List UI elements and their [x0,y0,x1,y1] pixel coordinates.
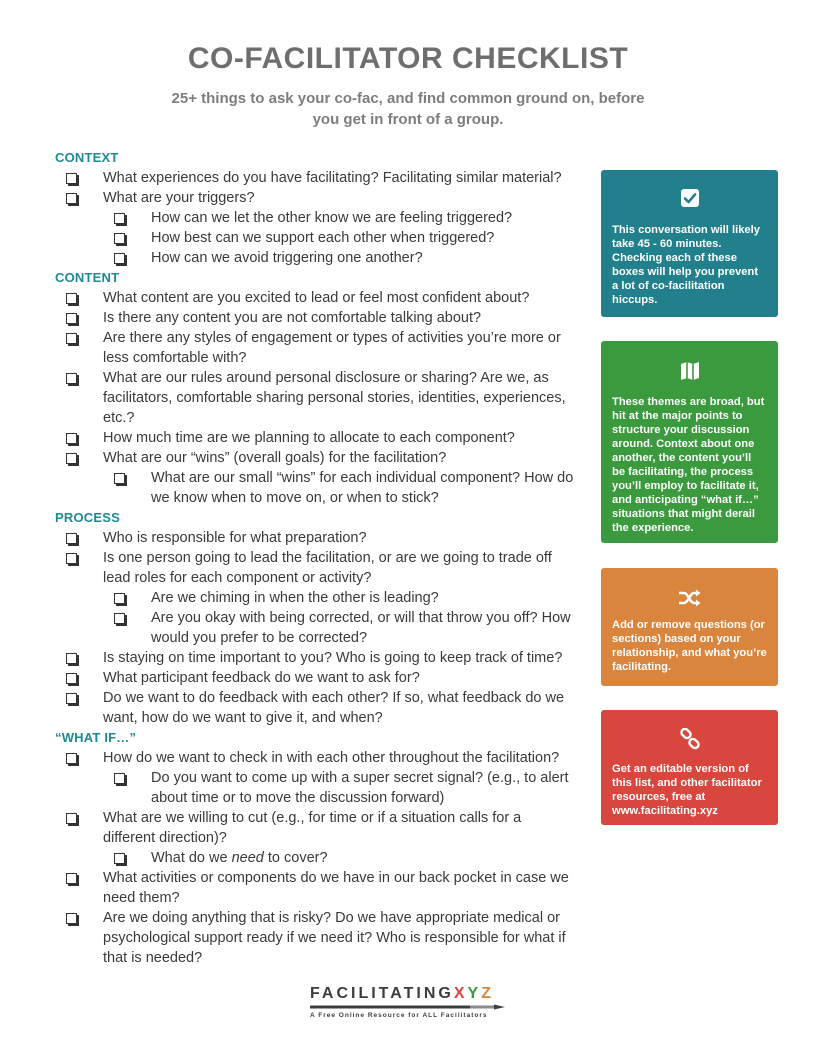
checklist-item [55,528,575,548]
tip-text: Add or remove questions (or sections) based on your relationship, and what you’re facilitating. [612,619,767,673]
checkbox-icon[interactable] [114,613,125,624]
checklist-item [55,668,575,688]
checkbox-icon[interactable] [114,853,125,864]
checkbox-icon[interactable] [66,673,77,684]
page-subtitle: 25+ things to ask your co-fac, and find common ground on, before you get in front of a group. [171,90,645,128]
logo-main: FACILITATING [310,985,454,1002]
checkbox-icon[interactable] [114,773,125,784]
logo-tagline: A Free Online Resource for ALL Facilitators [310,1012,488,1019]
checklist-item [55,368,575,428]
checklist-item-text: What activities or components do we have in our back pocket in case we need them? [103,870,569,906]
checkbox-icon[interactable] [114,253,125,264]
checklist-item-text: Who is responsible for what preparation? [103,530,367,546]
checklist-item-text: Is there any content you are not comfortable talking about? [103,310,482,326]
checkbox-icon[interactable] [66,653,77,664]
checkbox-icon[interactable] [114,593,125,604]
checklist-item [55,248,575,268]
checklist-item-text: Do we want to do feedback with each other? If so, what feedback do we want, how do we want to give it, and when? [103,690,565,726]
checkbox-icon[interactable] [66,913,77,924]
checklist [55,148,575,968]
shuffle-icon [678,588,702,608]
checklist-item [55,428,575,448]
checkbox-icon[interactable] [114,213,125,224]
tip-card-resources [601,710,778,825]
checklist-item-text: Is one person going to lead the facilitation, or are we going to trade off lead roles for each component or activity? [103,550,552,586]
checkbox-icon[interactable] [66,693,77,704]
checklist-item-text: How can we let the other know we are feeling triggered? [151,210,513,226]
link-icon [679,728,701,750]
checkbox-icon[interactable] [114,233,125,244]
logo-wordmark [310,985,510,1003]
checklist-item-text: Are we doing anything that is risky? Do we have appropriate medical or psychological support ready if we need it? Who is responsible for what if that is needed? [103,910,566,966]
checkbox-icon[interactable] [66,533,77,544]
checkbox-icon[interactable] [66,293,77,304]
checklist-item-text: Is staying on time important to you? Who is going to keep track of time? [103,650,563,666]
checklist-item-text: What content are you excited to lead or feel most confident about? [103,290,530,306]
checklist-item [55,588,575,608]
checklist-item [55,328,575,368]
checkbox-icon[interactable] [66,373,77,384]
section-heading: CONTENT [55,270,120,285]
checklist-item [55,168,575,188]
section-heading: CONTEXT [55,150,119,165]
checkbox-icon[interactable] [66,453,77,464]
tip-card-time [601,170,778,317]
checklist-item-text: How do we want to check in with each other throughout the facilitation? [103,750,560,766]
checkbox-icon[interactable] [66,333,77,344]
checklist-item-text: What participant feedback do we want to ask for? [103,670,420,686]
checklist-item-text: How much time are we planning to allocate to each component? [103,430,515,446]
checklist-item-text: What do we need to cover? [151,850,328,866]
checklist-item-text: What are we willing to cut (e.g., for time or if a situation calls for a different direction)? [103,810,522,846]
checklist-item [55,648,575,668]
checkbox-icon[interactable] [66,753,77,764]
checkbox-icon[interactable] [66,873,77,884]
section-heading: PROCESS [55,510,120,525]
tip-text: This conversation will likely take 45 - 60 minutes. Checking each of these boxes will help you prevent a lot of co-facilitation hiccups. [612,224,760,306]
checkbox-icon[interactable] [66,553,77,564]
checklist-item-text: What are your triggers? [103,190,255,206]
checklist-item-text: What are our small “wins” for each individual component? How do we know when to move on, or when to stick? [151,470,574,506]
logo-accent: XYZ [453,985,494,1002]
checklist-item [55,208,575,228]
tip-text: These themes are broad, but hit at the major points to structure your discussion around. Context about one another, the content you’ll be facilitating, the process you’ll employ to facilitate it, and anticipating “what if…” situations that might derail the experience. [612,396,765,534]
checklist-item [55,188,575,208]
pencil-underline-icon [310,1004,506,1010]
checklist-item [55,548,575,588]
checklist-item [55,288,575,308]
checklist-item-text: Are you okay with being corrected, or will that throw you off? How would you prefer to be corrected? [151,610,571,646]
checkbox-icon[interactable] [66,813,77,824]
checklist-item [55,848,575,868]
checkbox-icon[interactable] [66,313,77,324]
checklist-item [55,908,575,968]
checklist-item [55,688,575,728]
checkbox-icon[interactable] [114,473,125,484]
checklist-item-text: What are our “wins” (overall goals) for the facilitation? [103,450,447,466]
tip-text: Get an editable version of this list, and other facilitator resources, free at www.facilitating.xyz [612,763,762,817]
checklist-item-text: How can we avoid triggering one another? [151,250,423,266]
checklist-item-text: What experiences do you have facilitating? Facilitating similar material? [103,170,562,186]
checkbox-icon[interactable] [66,433,77,444]
checkbox-check-icon [680,188,700,208]
checklist-item [55,308,575,328]
map-icon [679,360,701,382]
checkbox-icon[interactable] [66,193,77,204]
checklist-item [55,448,575,468]
checklist-item [55,608,575,648]
checklist-item-text: Do you want to come up with a super secret signal? (e.g., to alert about time or to move the discussion forward) [151,770,569,806]
checklist-item [55,808,575,848]
footer-logo [310,985,510,1019]
checkbox-icon[interactable] [66,173,77,184]
checklist-item [55,768,575,808]
section-heading: “WHAT IF…” [55,730,137,745]
checklist-item [55,468,575,508]
checklist-item-text: What are our rules around personal disclosure or sharing? Are we, as facilitators, comfortable sharing personal stories, identities, experiences, etc.? [103,370,566,426]
page-title: CO-FACILITATOR CHECKLIST [187,42,629,75]
checklist-item-text: How best can we support each other when triggered? [151,230,495,246]
checklist-item [55,748,575,768]
checklist-item [55,228,575,248]
checklist-item-text: Are we chiming in when the other is leading? [151,590,439,606]
tip-card-themes [601,341,778,543]
checklist-item-text: Are there any styles of engagement or types of activities you’re more or less comfortable with? [103,330,561,366]
checklist-item [55,868,575,908]
tip-card-customize [601,568,778,686]
